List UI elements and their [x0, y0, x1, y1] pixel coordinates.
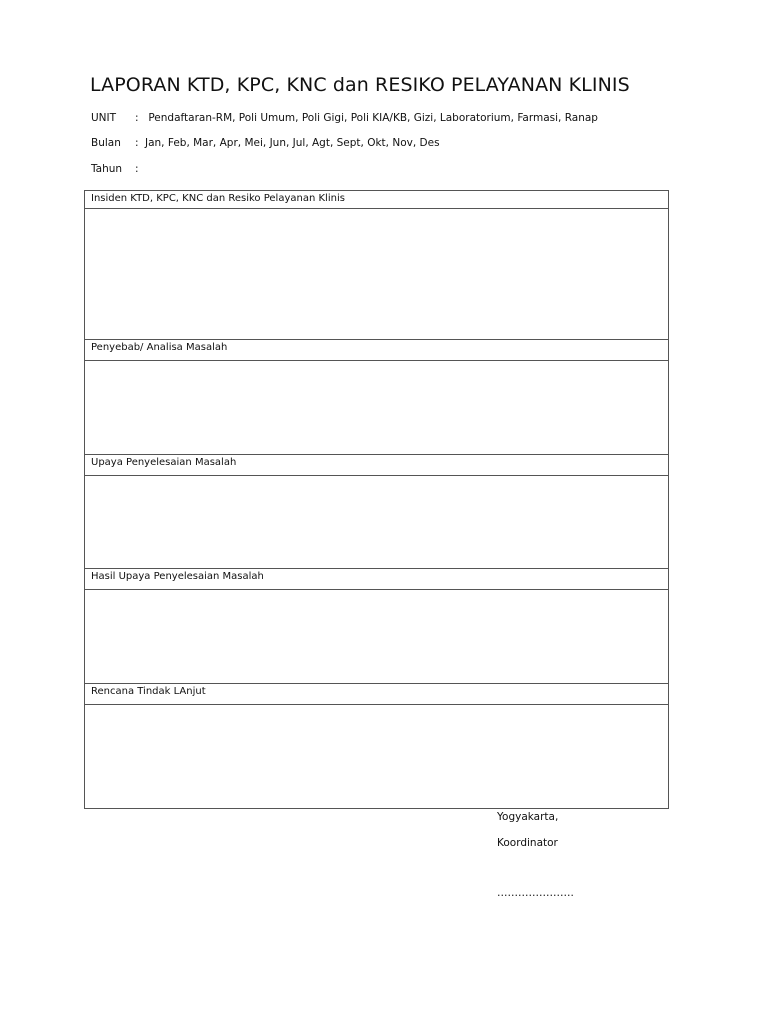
signature-name-line: …………………. [497, 887, 574, 899]
meta-row-bulan [91, 137, 440, 149]
meta-colon: : [135, 137, 139, 149]
meta-row-unit [91, 112, 598, 124]
meta-colon: : [135, 163, 139, 175]
section-header-insiden: Insiden KTD, KPC, KNC dan Resiko Pelayanan Klinis [91, 193, 345, 204]
meta-row-tahun [91, 163, 145, 175]
section-header-penyebab: Penyebab/ Analisa Masalah [91, 342, 228, 353]
section-body-penyebab[interactable] [85, 361, 668, 454]
meta-colon: : [135, 112, 139, 124]
section-header-upaya: Upaya Penyelesaian Masalah [91, 457, 237, 468]
meta-label-bulan: Bulan [91, 137, 121, 149]
section-body-insiden[interactable] [85, 209, 668, 339]
section-body-hasil[interactable] [85, 590, 668, 683]
meta-label-tahun: Tahun [91, 163, 123, 175]
meta-label-unit: UNIT [91, 112, 117, 124]
signature-role: Koordinator [497, 837, 558, 849]
report-form-table [84, 190, 669, 809]
section-header-rencana: Rencana Tindak LAnjut [91, 686, 206, 697]
signature-place: Yogyakarta, [497, 811, 559, 823]
meta-value-unit: Pendaftaran-RM, Poli Umum, Poli Gigi, Poli KIA/KB, Gizi, Laboratorium, Farmasi, Ranap [148, 112, 598, 124]
section-body-rencana[interactable] [85, 705, 668, 808]
section-body-upaya[interactable] [85, 476, 668, 568]
document-title: LAPORAN KTD, KPC, KNC dan RESIKO PELAYANAN KLINIS [90, 74, 630, 96]
section-header-hasil: Hasil Upaya Penyelesaian Masalah [91, 571, 264, 582]
meta-value-bulan: Jan, Feb, Mar, Apr, Mei, Jun, Jul, Agt, Sept, Okt, Nov, Des [145, 137, 440, 149]
